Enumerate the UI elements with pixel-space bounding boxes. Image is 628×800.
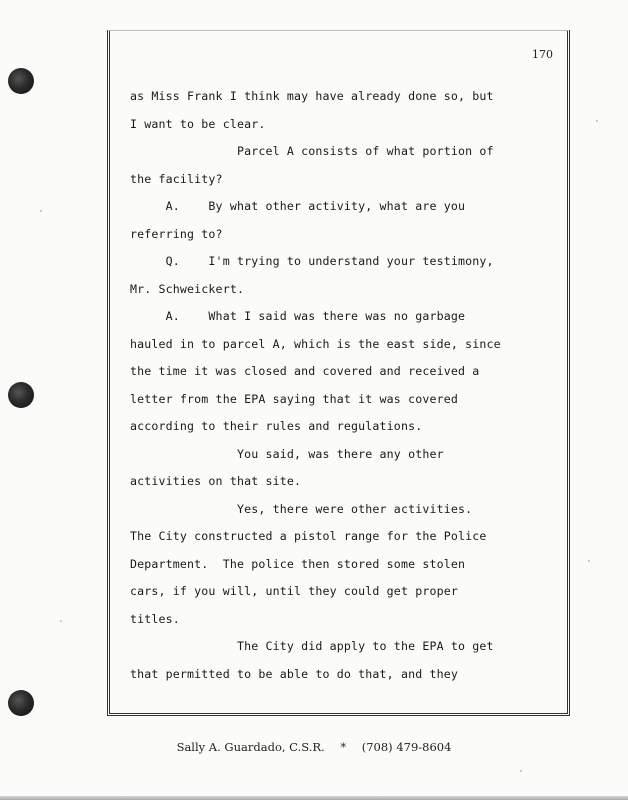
transcript-line: Mr. Schweickert. xyxy=(130,281,245,296)
transcript-line: referring to? xyxy=(130,226,223,241)
transcript-line: activities on that site. xyxy=(130,474,302,488)
scan-speck xyxy=(40,210,42,212)
reporter-phone: (708) 479-8604 xyxy=(361,740,452,754)
page-number: 170 xyxy=(532,48,553,61)
reporter-footer xyxy=(0,740,628,754)
transcript-line: hauled in to parcel A, which is the east side, since xyxy=(130,336,501,351)
scan-bottom-edge xyxy=(0,796,628,800)
transcript-line: I want to be clear. xyxy=(130,116,266,131)
punch-hole-top xyxy=(8,68,34,94)
transcript-line: Yes, there were other activities. xyxy=(130,501,473,516)
transcript-line: according to their rules and regulations. xyxy=(130,419,423,433)
transcript-line: as Miss Frank I think may have already done so, but xyxy=(130,89,494,103)
transcript-line: The City constructed a pistol range for the Police xyxy=(130,529,487,543)
scan-speck xyxy=(588,560,590,562)
punch-hole-bottom xyxy=(8,690,34,716)
transcript-line: A. What I said was there was no garbage xyxy=(130,309,466,323)
transcript-line: Parcel A consists of what portion of xyxy=(130,144,494,158)
transcript-line: the facility? xyxy=(130,171,223,186)
transcript-line: that permitted to be able to do that, and they xyxy=(130,666,458,681)
scan-speck xyxy=(520,770,522,772)
transcript-line: The City did apply to the EPA to get xyxy=(130,639,494,653)
footer-separator: * xyxy=(340,740,347,754)
transcript-line: Q. I'm trying to understand your testimony, xyxy=(130,254,494,268)
transcript-line: the time it was closed and covered and received a xyxy=(130,364,480,378)
transcript-line: Department. The police then stored some stolen xyxy=(130,556,466,571)
transcript-line: You said, was there any other xyxy=(130,446,444,461)
transcript-line: A. By what other activity, what are you xyxy=(130,199,466,213)
scan-speck xyxy=(596,120,598,122)
transcript-line: letter from the EPA saying that it was covered xyxy=(130,391,458,406)
transcript-line: cars, if you will, until they could get proper xyxy=(130,584,458,598)
punch-hole-middle xyxy=(8,382,34,408)
scan-speck xyxy=(60,620,62,622)
reporter-name: Sally A. Guardado, C.S.R. xyxy=(176,740,325,754)
transcript-line: titles. xyxy=(130,611,180,626)
transcript-body xyxy=(130,88,560,693)
